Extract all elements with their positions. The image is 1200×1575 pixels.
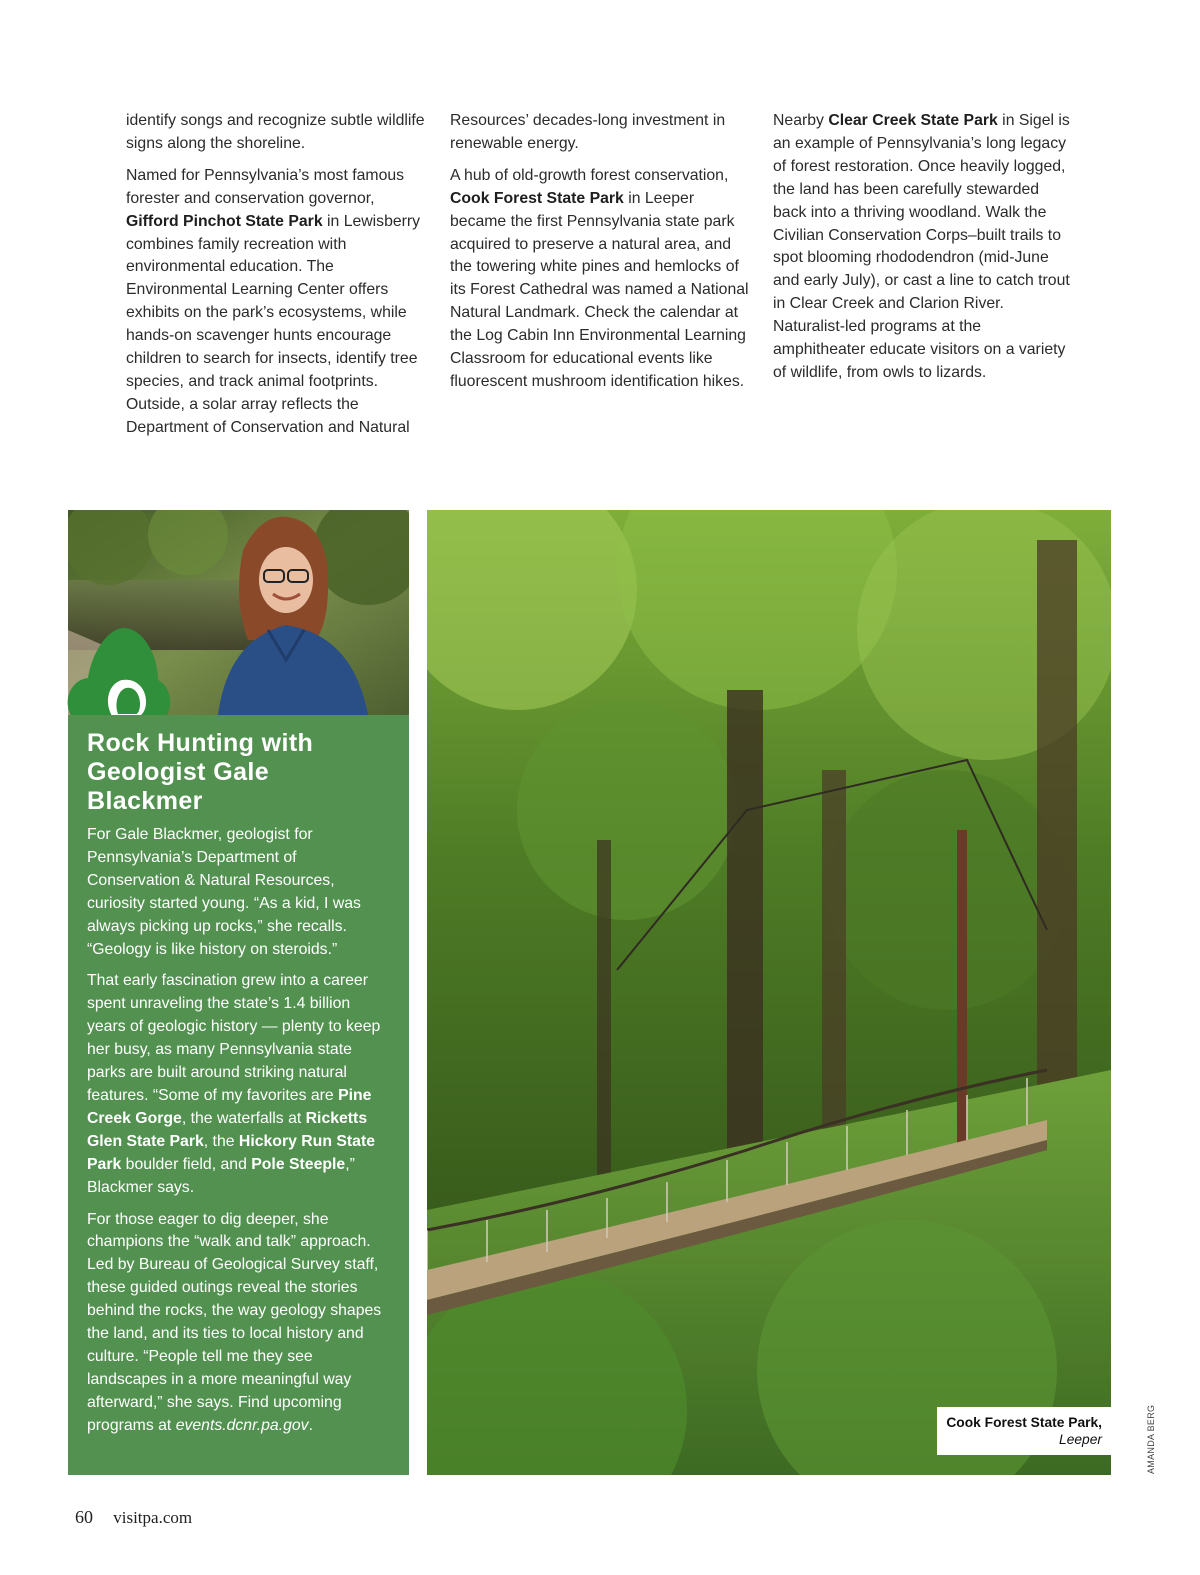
footer-site-url[interactable]: visitpa.com: [113, 1508, 193, 1527]
dcnr-tree-logo-icon: [62, 622, 174, 720]
sidebar-paragraph-1: For Gale Blackmer, geologist for Pennsylvania’s Department of Conservation & Natural Resources, curiosity started young. “As a kid, I was always picking up rocks,” she recalls. “Geology is like history on steroids.”: [87, 826, 361, 958]
page-footer: [75, 1507, 192, 1528]
park-name-gifford-pinchot: Gifford Pinchot State Park: [126, 212, 323, 230]
caption-title: Cook Forest State Park,: [946, 1415, 1102, 1430]
col1-paragraph-2: [126, 165, 426, 440]
events-link[interactable]: events.dcnr.pa.gov: [175, 1416, 309, 1434]
sidebar-p2-text-3: , the: [203, 1132, 239, 1150]
park-name-clear-creek: Clear Creek State Park: [828, 112, 998, 129]
page-number: 60: [75, 1507, 93, 1527]
col3-paragraph-1: [773, 110, 1073, 385]
sidebar-paragraph-3: [87, 1209, 391, 1438]
forest-bridge-illustration: [427, 510, 1111, 1475]
sidebar-p2-text-5: ,” Blackmer says.: [87, 1155, 355, 1196]
article-column-1: [126, 110, 426, 449]
col3-p1-text-b: in Sigel is an example of Pennsylvania’s long legacy of forest restoration. Once heavily logged, the land has been carefully stewarded back into a thriving woodland. Walk the Civilian Conservation Corps–built trails to spot blooming rhododendron (mid-June and early July), or cast a line to catch trout in Clear Creek and Clarion River. Naturalist-led programs at the amphitheater educate visitors on a variety of wildlife, from owls to lizards.: [773, 112, 1070, 381]
col1-p2-text-a: Named for Pennsylvania’s most famous forester and conservation governor,: [126, 166, 405, 207]
col1-paragraph-1: identify songs and recognize subtle wildlife signs along the shoreline.: [126, 112, 425, 152]
col1-p2-text-b: in Lewisberry combines family recreation with environmental education. The Environmental Learning Center offers exhibits on the park’s ecosystems, while hands-on scavenger hunts encourage children to search for insects, identify tree species, and track animal footprints. Outside, a solar array reflects the Department of Conservation and Natural: [126, 212, 421, 436]
sidebar-title: Rock Hunting with Geologist Gale Blackmer: [87, 729, 314, 815]
park-name-cook-forest: Cook Forest State Park: [450, 189, 624, 207]
place-hickory-run: Hickory Run State Park: [87, 1132, 375, 1173]
sidebar-paragraph-2: [87, 970, 391, 1199]
place-pine-creek-gorge: Pine Creek Gorge: [87, 1086, 372, 1127]
sidebar-p2-text-1: That early fascination grew into a career spent unraveling the state’s 1.4 billion years of geologic history — plenty to keep her busy, as many Pennsylvania state parks are built around striking natural features. “Some of my favorites are: [87, 972, 381, 1104]
col2-paragraph-1: Resources’ decades-long investment in renewable energy.: [450, 112, 726, 152]
sidebar-p3-text-1: For those eager to dig deeper, she champions the “walk and talk” approach. Led by Bureau of Geological Survey staff, these guided outings reveal the stories behind the rocks, the way geology shapes the land, and its ties to local history and culture. “People tell me they see landscapes in a more meaningful way afterward,” she says. Find upcoming programs at: [87, 1210, 382, 1434]
col3-p1-text-a: Nearby: [773, 112, 829, 129]
col2-p2-text-a: A hub of old-growth forest conservation,: [450, 166, 729, 184]
photo-caption: [937, 1407, 1111, 1455]
photo-credit: AMANDA BERG: [1146, 1404, 1156, 1474]
article-column-2: [450, 110, 750, 403]
sidebar-p2-text-4: boulder field, and: [121, 1155, 252, 1173]
col2-paragraph-2: [450, 165, 750, 394]
col2-p2-text-b: in Leeper became the first Pennsylvania state park acquired to preserve a natural area, and the towering white pines and hemlocks of its Forest Cathedral was named a National Natural Landmark. Check the calendar at the Log Cabin Inn Environmental Learning Classroom for educational events like fluorescent mushroom identification hikes.: [450, 189, 749, 390]
forest-bridge-photo: [427, 510, 1111, 1475]
sidebar-p2-text-2: , the waterfalls at: [181, 1109, 306, 1127]
place-pole-steeple: Pole Steeple: [251, 1155, 346, 1173]
sidebar-p3-text-2: .: [308, 1416, 313, 1434]
caption-location: Leeper: [1059, 1432, 1102, 1447]
place-ricketts-glen: Ricketts Glen State Park: [87, 1109, 368, 1150]
geologist-sidebar: [68, 715, 409, 1475]
article-column-3: [773, 110, 1073, 394]
